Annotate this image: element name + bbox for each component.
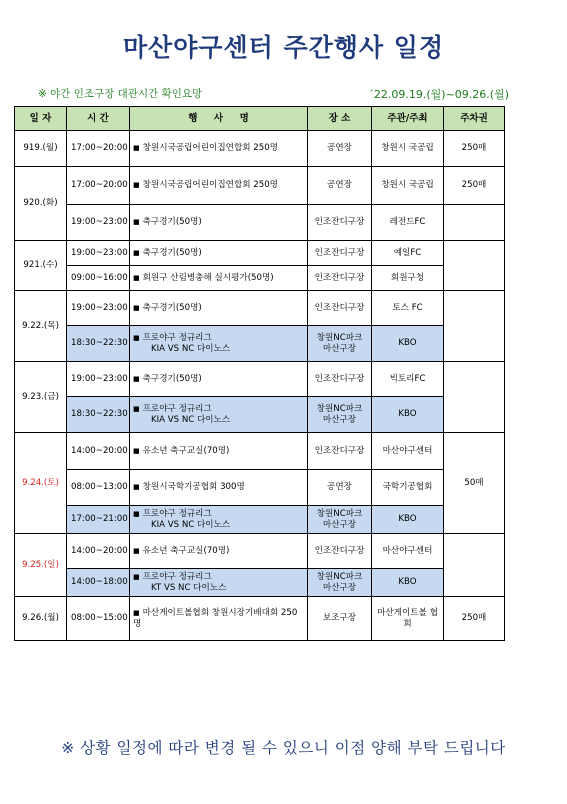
header-time: 시 간 [67, 107, 130, 131]
cell-time: 18:30~22:30 [67, 326, 130, 362]
cell-parking [444, 291, 505, 362]
cell-time: 14:00~20:00 [67, 433, 130, 470]
event-text: 축구경기(50명) [142, 373, 202, 384]
event-text: KIA VS NC 다이노스 [151, 414, 231, 425]
cell-place [308, 597, 372, 641]
cell-organizer: 마산야구센터 [372, 433, 444, 470]
bullet-square-icon: ■ [133, 608, 140, 617]
place-line: 인조잔디구장 [314, 217, 365, 228]
event-line [133, 608, 304, 629]
table-header-row [15, 107, 505, 131]
place-line: 창원NC파크 [316, 332, 363, 343]
table-row [15, 205, 505, 241]
cell-place [308, 397, 372, 433]
table-row [15, 291, 505, 326]
event-text: 프로야구 정규리그 [142, 403, 212, 414]
place-line: 창원NC파크 [316, 508, 363, 519]
event-line [133, 344, 304, 355]
cell-event [130, 397, 308, 433]
cell-parking [444, 241, 505, 291]
cell-parking: 50매 [444, 433, 505, 534]
cell-place [308, 241, 372, 266]
event-line [133, 248, 304, 259]
cell-place [308, 326, 372, 362]
place-line: 인조잔디구장 [314, 545, 365, 556]
event-line [133, 333, 304, 344]
cell-organizer: 회원구청 [372, 266, 444, 291]
event-text: 축구경기(50명) [142, 302, 202, 313]
table-row [15, 241, 505, 266]
bullet-square-icon: ■ [133, 509, 140, 518]
header-event: 행 사 명 [130, 107, 308, 131]
cell-time: 19:00~23:00 [67, 241, 130, 266]
header-parking: 주차권 [444, 107, 505, 131]
cell-parking: 250매 [444, 597, 505, 641]
cell-parking: 250매 [444, 167, 505, 205]
table-row [15, 569, 505, 597]
cell-organizer: 창원시 국공립 [372, 167, 444, 205]
cell-place [308, 291, 372, 326]
place-line: 공연장 [327, 180, 352, 191]
event-line [133, 583, 304, 594]
cell-organizer: 국학기공협회 [372, 470, 444, 506]
cell-organizer: 빅토리FC [372, 362, 444, 397]
place-line: 인조잔디구장 [314, 445, 365, 456]
place-line: 마산구장 [322, 414, 357, 425]
date-range: ´22.09.19.(월)~09.26.(월) [368, 88, 509, 101]
event-text: 유소년 축구교실(70명) [142, 545, 230, 556]
table-row [15, 266, 505, 291]
place-line: 인조잔디구장 [314, 247, 365, 258]
cell-event [130, 569, 308, 597]
event-line [133, 180, 304, 191]
place-line: 인조잔디구장 [314, 302, 365, 313]
bullet-square-icon: ■ [133, 303, 140, 312]
table-row [15, 597, 505, 641]
event-text: 프로야구 정규리그 [142, 508, 212, 519]
event-text: 유소년 축구교실(70명) [142, 445, 230, 456]
place-line: 보조구장 [322, 613, 357, 624]
cell-time: 09:00~16:00 [67, 266, 130, 291]
cell-date: 9.23.(금) [15, 362, 67, 433]
cell-time: 08:00~15:00 [67, 597, 130, 641]
cell-event [130, 470, 308, 506]
bullet-square-icon: ■ [133, 374, 140, 383]
event-text: 회원구 산림병충해 실시평가(50명) [142, 272, 274, 283]
event-text: 프로야구 정규리그 [142, 332, 212, 343]
subtitle-note: ※ 야간 인조구장 대관시간 확인요망 [38, 88, 203, 100]
cell-organizer: 마산야구센터 [372, 534, 444, 569]
cell-place [308, 433, 372, 470]
event-text: 창원시국공립어린이집연합회 250명 [142, 180, 278, 191]
place-line: 인조잔디구장 [314, 373, 365, 384]
cell-event [130, 241, 308, 266]
cell-parking [444, 362, 505, 433]
event-text: KIA VS NC 다이노스 [151, 519, 231, 530]
place-line: 창원NC파크 [316, 403, 363, 414]
event-line [133, 217, 304, 228]
place-line: 인조잔디구장 [314, 272, 365, 283]
cell-time: 14:00~20:00 [67, 534, 130, 569]
event-text: 축구경기(50명) [142, 247, 202, 258]
cell-time: 17:00~20:00 [67, 131, 130, 167]
page-title: 마산야구센터 주간행사 일정 [122, 33, 445, 62]
header-organizer: 주관/주최 [372, 107, 444, 131]
place-line: 창원NC파크 [316, 571, 363, 582]
table-row [15, 362, 505, 397]
cell-parking: 250매 [444, 131, 505, 167]
event-line [133, 509, 304, 520]
cell-time: 17:00~20:00 [67, 167, 130, 205]
cell-place [308, 506, 372, 534]
event-line [133, 404, 304, 415]
place-line: 마산구장 [322, 343, 357, 354]
event-line [133, 482, 304, 493]
cell-time: 08:00~13:00 [67, 470, 130, 506]
bullet-square-icon: ■ [133, 546, 140, 555]
cell-event [130, 326, 308, 362]
cell-place [308, 266, 372, 291]
cell-place [308, 534, 372, 569]
cell-time: 17:00~21:00 [67, 506, 130, 534]
event-text: 프로야구 정규리그 [142, 571, 212, 582]
bullet-square-icon: ■ [133, 181, 140, 190]
cell-place [308, 569, 372, 597]
header-place: 장 소 [308, 107, 372, 131]
schedule-body [15, 131, 505, 641]
schedule-table [14, 106, 505, 641]
cell-event [130, 433, 308, 470]
cell-event [130, 266, 308, 291]
event-line [133, 520, 304, 531]
place-line: 마산구장 [322, 582, 357, 593]
cell-event [130, 205, 308, 241]
table-row [15, 506, 505, 534]
cell-organizer: 예일FC [372, 241, 444, 266]
event-line [133, 143, 304, 154]
table-row [15, 534, 505, 569]
bullet-square-icon: ■ [133, 248, 140, 257]
cell-organizer: KBO [372, 506, 444, 534]
cell-date: 9.22.(목) [15, 291, 67, 362]
table-row [15, 470, 505, 506]
table-row [15, 326, 505, 362]
event-line [133, 415, 304, 426]
cell-place [308, 470, 372, 506]
bullet-square-icon: ■ [133, 144, 140, 153]
cell-organizer: KBO [372, 326, 444, 362]
cell-organizer: 마산게이트볼 협회 [372, 597, 444, 641]
event-line [133, 546, 304, 557]
bullet-square-icon: ■ [133, 273, 140, 282]
cell-date: 9.25.(일) [15, 534, 67, 597]
cell-organizer: KBO [372, 397, 444, 433]
bullet-square-icon: ■ [133, 404, 140, 413]
event-line [133, 572, 304, 583]
event-line [133, 303, 304, 314]
cell-place [308, 205, 372, 241]
notice-text: ※ 상황 일정에 따라 변경 될 수 있으니 이점 양해 부탁 드립니다 [61, 739, 506, 757]
event-text: KIA VS NC 다이노스 [151, 343, 231, 354]
cell-date: 9.24.(토) [15, 433, 67, 534]
cell-date: 921.(수) [15, 241, 67, 291]
cell-date: 9.26.(월) [15, 597, 67, 641]
table-row [15, 131, 505, 167]
cell-place [308, 131, 372, 167]
cell-event [130, 167, 308, 205]
cell-event [130, 291, 308, 326]
cell-time: 19:00~23:00 [67, 362, 130, 397]
cell-date: 920.(화) [15, 167, 67, 241]
event-text: 창원시국공립어린이집연합회 250명 [142, 143, 278, 154]
cell-organizer: 창원시 국공립 [372, 131, 444, 167]
cell-time: 14:00~18:00 [67, 569, 130, 597]
cell-time: 18:30~22:30 [67, 397, 130, 433]
cell-event [130, 597, 308, 641]
place-line: 공연장 [327, 143, 352, 154]
bullet-square-icon: ■ [133, 572, 140, 581]
event-line [133, 374, 304, 385]
cell-event [130, 506, 308, 534]
cell-time: 19:00~23:00 [67, 291, 130, 326]
cell-organizer: KBO [372, 569, 444, 597]
cell-time: 19:00~23:00 [67, 205, 130, 241]
place-line: 공연장 [327, 482, 352, 493]
bullet-square-icon: ■ [133, 218, 140, 227]
cell-event [130, 534, 308, 569]
event-text: 축구경기(50명) [142, 217, 202, 228]
cell-place [308, 167, 372, 205]
table-row [15, 397, 505, 433]
cell-place [308, 362, 372, 397]
bullet-square-icon: ■ [133, 483, 140, 492]
cell-event [130, 362, 308, 397]
event-text: 창원시국학기공협회 300명 [142, 482, 245, 493]
cell-event [130, 131, 308, 167]
table-row [15, 167, 505, 205]
event-text: KT VS NC 다이노스 [151, 582, 227, 593]
event-line [133, 446, 304, 457]
bullet-square-icon: ■ [133, 446, 140, 455]
table-row [15, 433, 505, 470]
place-line: 마산구장 [322, 519, 357, 530]
bullet-square-icon: ■ [133, 333, 140, 342]
cell-organizer: 토스 FC [372, 291, 444, 326]
header-date: 일 자 [15, 107, 67, 131]
cell-date: 919.(월) [15, 131, 67, 167]
event-text: 마산게이트볼협회 창원시장기배대회 250명 [133, 607, 298, 629]
cell-parking [444, 205, 505, 241]
cell-organizer: 레전드FC [372, 205, 444, 241]
cell-parking [444, 534, 505, 597]
event-line [133, 273, 304, 284]
